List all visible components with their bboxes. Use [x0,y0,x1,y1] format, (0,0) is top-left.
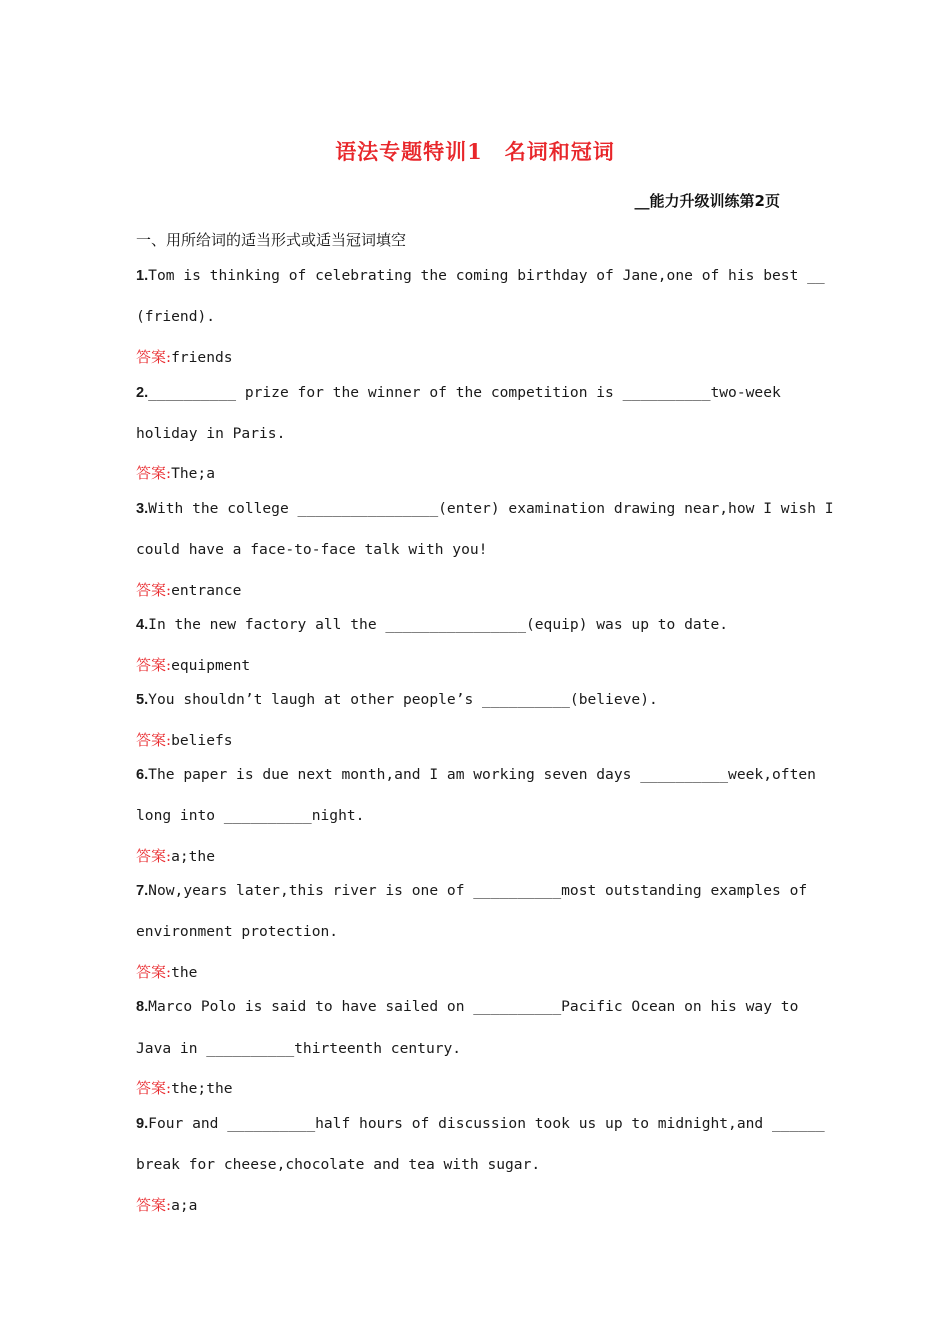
answer-8 [136,1077,233,1098]
page-title: 语法专题特训1 名词和冠词 [335,139,615,164]
question-7-line-2: environment protection. [136,923,339,940]
answer-label: 答案: [136,1196,172,1214]
answer-label: 答案: [136,581,172,599]
question-2-line-1 [136,384,781,401]
question-text: With the college ________________(enter) examination drawing near,how I wish I [148,500,834,517]
question-1-line-2: (friend). [136,308,216,325]
answer-value: the [171,964,198,981]
answer-value: The;a [171,465,215,482]
question-9-line-2: break for cheese,chocolate and tea with sugar. [136,1156,541,1173]
answer-6 [136,845,215,866]
answer-2 [136,462,215,483]
answer-label: 答案: [136,656,172,674]
question-text: Now,years later,this river is one of __________most outstanding examples of [148,882,808,899]
answer-value: the;the [171,1080,233,1097]
answer-7 [136,961,197,982]
question-number: 2. [136,385,149,401]
answer-value: a;a [171,1197,198,1214]
answer-3 [136,579,241,600]
page-subtitle: __能力升级训练第2页 [634,192,780,210]
question-text: The paper is due next month,and I am working seven days __________week,often [148,766,816,783]
question-text: You shouldn’t laugh at other people’s __________(believe). [148,691,658,708]
answer-value: a;the [171,848,215,865]
question-3-line-1 [136,500,834,517]
answer-label: 答案: [136,847,172,865]
question-number: 9. [136,1116,149,1132]
question-5-line-1 [136,691,658,708]
question-text: __________ prize for the winner of the competition is __________two-week [148,384,781,401]
answer-label: 答案: [136,464,172,482]
question-2-line-2: holiday in Paris. [136,425,286,442]
question-text: In the new factory all the ________________(equip) was up to date. [148,616,729,633]
question-text: Marco Polo is said to have sailed on __________Pacific Ocean on his way to [148,998,799,1015]
question-number: 7. [136,883,149,899]
answer-value: equipment [171,657,251,674]
answer-label: 答案: [136,963,172,981]
question-8-line-2: Java in __________thirteenth century. [136,1040,462,1057]
answer-value: beliefs [171,732,233,749]
question-number: 6. [136,767,149,783]
answer-label: 答案: [136,348,172,366]
answer-9 [136,1194,197,1215]
question-number: 4. [136,617,149,633]
question-3-line-2: could have a face-to-face talk with you! [136,541,488,558]
answer-4 [136,654,250,675]
answer-value: entrance [171,582,242,599]
question-number: 1. [136,268,149,284]
question-6-line-1 [136,766,816,783]
question-1-line-1 [136,267,825,284]
question-8-line-1 [136,998,798,1015]
answer-5 [136,729,233,750]
question-6-line-2: long into __________night. [136,807,365,824]
question-text: Tom is thinking of celebrating the coming birthday of Jane,one of his best __ [148,267,825,284]
question-7-line-1 [136,882,807,899]
question-9-line-1 [136,1115,825,1132]
answer-label: 答案: [136,731,172,749]
answer-value: friends [171,349,233,366]
answer-1 [136,346,233,367]
question-4-line-1 [136,616,728,633]
question-number: 8. [136,999,149,1015]
question-text: Four and __________half hours of discussion took us up to midnight,and ______ [148,1115,825,1132]
answer-label: 答案: [136,1079,172,1097]
section-heading: 一、用所给词的适当形式或适当冠词填空 [136,231,407,249]
question-number: 3. [136,501,149,517]
question-number: 5. [136,692,149,708]
